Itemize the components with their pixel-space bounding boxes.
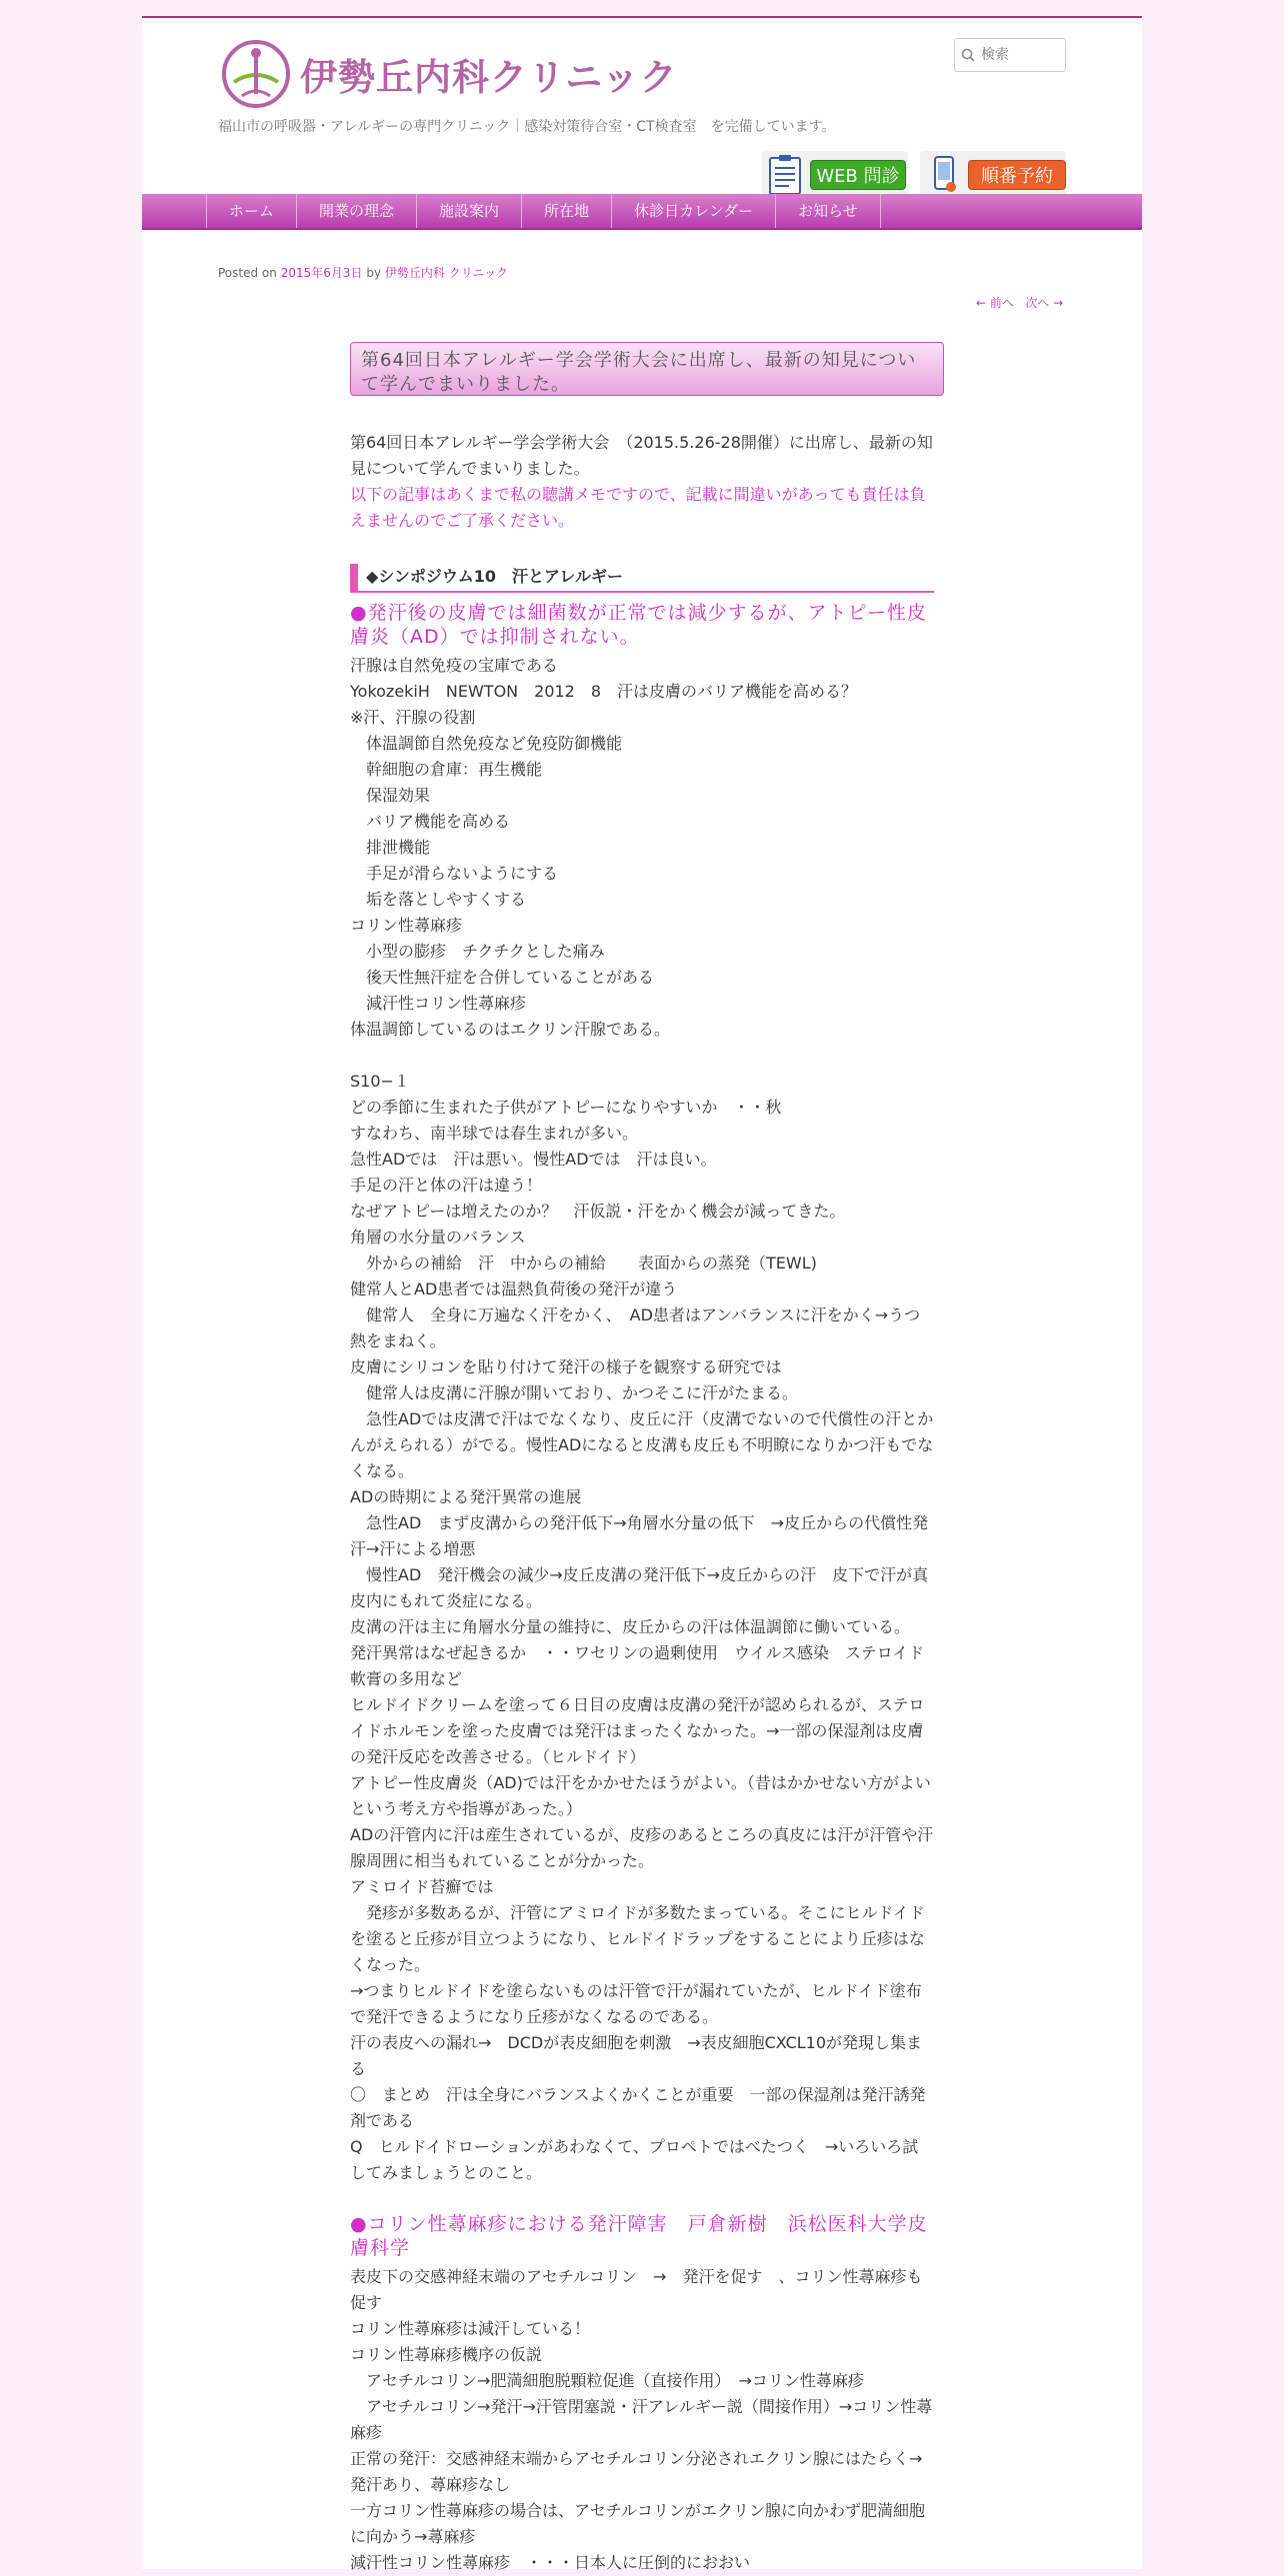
clipboard-icon bbox=[768, 154, 802, 196]
booking-button[interactable] bbox=[920, 151, 1066, 199]
nav-item-location[interactable]: 所在地 bbox=[521, 194, 611, 228]
body-text-2: 表皮下の交感神経末端のアセチルコリン → 発汗を促す 、コリン性蕁麻疹も促す コリン性蕁麻疹は減汗している！ コリン性蕁麻疹機序の仮説 アセチルコリン→肥満細胞脱顆粒促進（直接作用） →コリン性蕁麻疹 アセチルコリン→発汗→汗管閉塞説・汗アレルギー説（間接作用）→コリン性蕁麻疹 正常の発汗：交感神経末端からアセチルコリン分泌されエクリン腺にはたらく→発汗あり、蕁麻疹なし 一方コリン性蕁麻疹の場合は、アセチルコリンがエクリン腺に向かわず肥満細胞に向かう→蕁麻疹 減汗性コリン性蕁麻疹 ・・・日本人に圧倒的におおい bbox=[350, 2267, 933, 2572]
booking-label: 順番予約 bbox=[968, 160, 1066, 190]
disclaimer-text: 以下の記事はあくまで私の聴講メモですので、記載に間違いがあっても責任は負えませんのでご了承ください。 bbox=[350, 485, 926, 530]
post-date-link[interactable]: 2015年6月3日 bbox=[280, 266, 363, 280]
post-content bbox=[350, 342, 934, 2576]
main-nav bbox=[142, 194, 1142, 230]
search-input[interactable] bbox=[979, 46, 1063, 64]
search-icon bbox=[961, 48, 975, 62]
post-title: 第64回日本アレルギー学会学術大会に出席し、最新の知見について学んでまいりました。 bbox=[350, 342, 944, 396]
phone-icon bbox=[932, 155, 958, 195]
next-link[interactable]: 次へ → bbox=[1025, 296, 1064, 310]
site-tagline: 福山市の呼吸器・アレルギーの専門クリニック｜感染対策待合室・CT検査室 を完備しています。 bbox=[218, 119, 836, 135]
clinic-logo-icon bbox=[220, 38, 292, 110]
web-questionnaire-label: WEB 問診 bbox=[810, 160, 906, 190]
section-heading: ◆シンポジウム10 汗とアレルギー bbox=[350, 564, 934, 593]
nav-item-calendar[interactable]: 休診日カレンダー bbox=[611, 194, 775, 228]
search-box[interactable] bbox=[954, 38, 1066, 72]
post-meta bbox=[218, 264, 508, 281]
nav-item-philosophy[interactable]: 開業の理念 bbox=[296, 194, 416, 228]
intro-text: 第64回日本アレルギー学会学術大会 （2015.5.26-28開催）に出席し、最新の知見について学んでまいりました。 bbox=[350, 433, 933, 478]
nav-item-facilities[interactable]: 施設案内 bbox=[416, 194, 521, 228]
subheading-1: ●発汗後の皮膚では細菌数が正常では減少するが、アトピー性皮膚炎（AD）では抑制されない。 bbox=[350, 602, 927, 648]
post-intro bbox=[350, 430, 934, 534]
nav-item-home[interactable]: ホーム bbox=[206, 194, 296, 228]
post-author-link[interactable]: 伊勢丘内科 クリニック bbox=[384, 266, 508, 280]
site-name: 伊勢丘内科クリニック bbox=[300, 56, 678, 99]
site-logo[interactable] bbox=[220, 38, 678, 110]
body-text-1: 汗腺は自然免疫の宝庫である YokozekiH NEWTON 2012 8 汗は皮膚のバリア機能を高める？ ※汗、汗腺の役割 体温調節自然免疫など免疫防御機能 幹細胞の倉庫：再生機能 保湿効果 バリア機能を高める 排泄機能 手足が滑らないようにする 垢を落としやすくする コリン性蕁麻疹 小型の膨疹 チクチクとした痛み 後天性無汗症を合併していることがある 減汗性コリン性蕁麻疹 体温調節しているのはエクリン汗腺である。 S10−１ どの季節に生まれた子供がアトピーになりやすいか ・・秋 すなわち、南半球では春生まれが多い。 急性ADでは 汗は悪い。慢性ADでは 汗は良い。 手足の汗と体の汗は違う！ なぜアトピーは増えたのか？ 汗仮説・汗をかく機会が減ってきた。 角層の水分量のバランス 外からの補給 汗 中からの補給 表面からの蒸発（TEWL) 健常人とAD患者では温熱負荷後の発汗が違う 健常人 全身に万遍なく汗をかく、 AD患者はアンバランスに汗をかく→うつ熱をまねく。 皮膚にシリコンを貼り付けて発汗の様子を観察する研究では 健常人は皮溝に汗腺が開いており、かつそこに汗がたまる。 急性ADでは皮溝で汗はでなくなり、皮丘に汗（皮溝でないので代償性の汗とかんがえられる）がでる。慢性ADになると皮溝も皮丘も不明瞭になりかつ汗もでなくなる。 ADの時期による発汗異常の進展 急性AD まず皮溝からの発汗低下→角層水分量の低下 →皮丘からの代償性発汗→汗による増悪 慢性AD 発汗機会の減少→皮丘皮溝の発汗低下→皮丘からの汗 皮下で汗が真皮内にもれて炎症になる。 皮溝の汗は主に角層水分量の維持に、皮丘からの汗は体温調節に働いている。 発汗異常はなぜ起きるか ・・ワセリンの過剰使用 ウイルス感染 ステロイド軟膏の多用など ヒルドイドクリームを塗って６日目の皮膚は皮溝の発汗が認められるが、ステロイドホルモンを塗った皮膚では発汗はまったくなかった。→一部の保湿剤は皮膚の発汗反応を改善させる。（ヒルドイド） アトピー性皮膚炎（AD)では汗をかかせたほうがよい。（昔はかかせない方がよいという考え方や指導があった。） ADの汗管内に汗は産生されているが、皮疹のあるところの真皮には汗が汗管や汗腺周囲に相当もれていることが分かった。 アミロイド苔癬では 発疹が多数あるが、汗管にアミロイドが多数たまっている。そこにヒルドイドを塗ると丘疹が目立つようになり、ヒルドイドラップをすることにより丘疹はなくなった。 →つまりヒルドイドを塗らないものは汗管で汗が漏れていたが、ヒルドイド塗布で発汗できるようになり丘疹がなくなるのである。 汗の表皮への漏れ→ DCDが表皮細胞を刺激 →表皮細胞CXCL10が発現し集まる 〇 まとめ 汗は全身にバランスよくかくことが重要 一部の保湿剤は発汗誘発剤である Q ヒルドイドローションがあわなくて、プロペトではべたつく →いろいろ試してみましょうとのこと。 bbox=[350, 656, 934, 2182]
posted-on-label: Posted on bbox=[218, 266, 277, 280]
by-label: by bbox=[366, 266, 382, 280]
prev-link[interactable]: ← 前へ bbox=[976, 296, 1014, 310]
post-navigation bbox=[976, 294, 1063, 311]
page-container bbox=[142, 16, 1142, 2572]
web-questionnaire-button[interactable] bbox=[762, 151, 908, 199]
nav-item-news[interactable]: お知らせ bbox=[775, 194, 881, 228]
subheading-2: ●コリン性蕁麻疹における発汗障害 戸倉新樹 浜松医科大学皮膚科学 bbox=[350, 2213, 928, 2259]
